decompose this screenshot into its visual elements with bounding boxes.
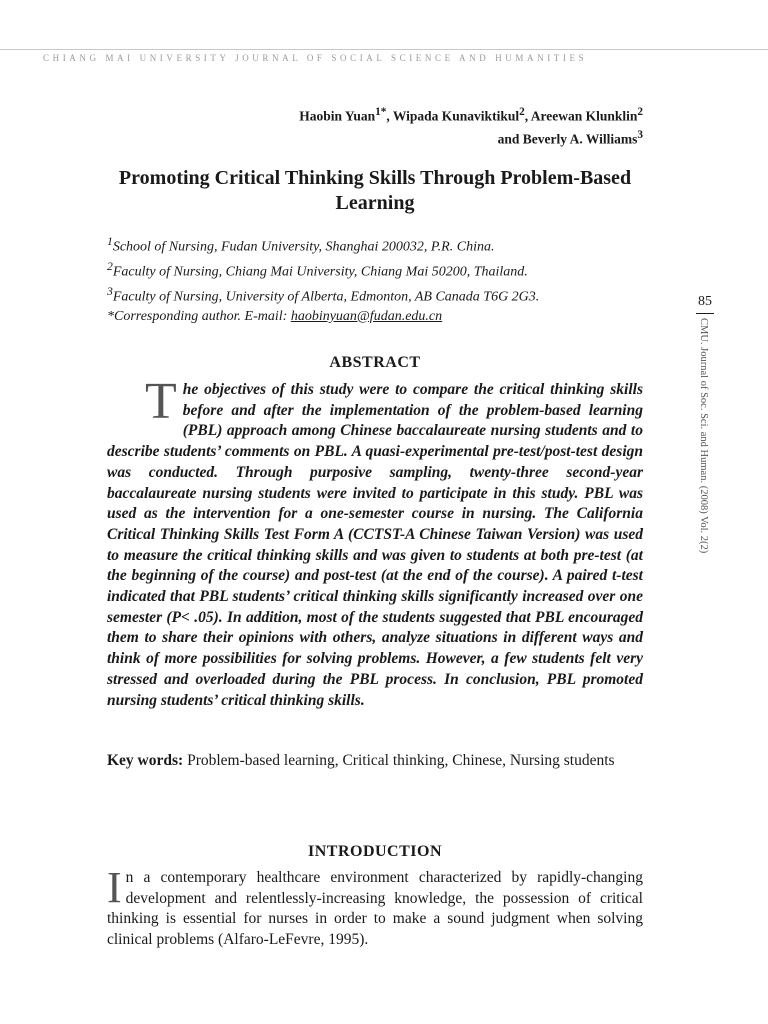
affiliation-3 [107,282,643,307]
introduction-heading: INTRODUCTION [307,843,442,860]
page-number: 85 [698,294,712,309]
author-sup: 1* [375,106,387,118]
header-rule [0,49,768,50]
email-link[interactable]: haobinyuan@fudan.edu.cn [290,308,443,324]
introduction-body [107,863,643,951]
abstract-text: he objectives of this study were to compare the critical thinking skills before and after the implementation of the problem-based learning (PBL) approach among Chinese baccalaureate nursing students and to describe students’ comments on PBL. A quasi-experimental pre-test/post-test design was conducted. Through purposive sampling, twenty-three second-year baccalaureate nursing students were invited to participate in this study. PBL was used as the intervention for a one-semester course in nursing. The California Critical Thinking Skills Test Form A (CCTST-A Chinese Taiwan Version) was used to measure the critical thinking skills and was given to students at both pre-test (at the beginning of the course) and post-test (at the end of the course). A paired t-test indicated that PBL students’ critical thinking skills significantly increased over one semester (P< .05). In addition, most of the students suggested that PBL encouraged them to share their opinions with others, analyze situations in different ways and think of more possibilities for solving problems. However, a few students felt very stressed and overloaded during the PBL process. In conclusion, PBL promoted nursing students’ critical thinking skills. [107,381,643,709]
paper-title: Promoting Critical Thinking Skills Through Problem-Based Learning [118,167,632,214]
corresponding-label: *Corresponding author. E-mail: [107,308,291,324]
affiliation-sup: 1 [107,235,113,248]
keywords-text: Problem-based learning, Critical thinking, Chinese, Nursing students [183,752,615,769]
corresponding-author [107,307,643,326]
introduction-dropcap: I [107,863,122,912]
author-sup: 2 [519,106,525,118]
author-line-1 [299,103,643,126]
author-sup: 2 [637,106,643,118]
affiliation-text: Faculty of Nursing, University of Alberta, Edmonton, AB Canada T6G 2G3. [112,289,540,305]
affiliations [107,232,643,326]
side-journal-citation: CMU. Journal of Soc. Sci. and Human. (2008) Vol. 2(2) [698,318,709,554]
author-name: Haobin Yuan [299,108,376,124]
abstract-dropcap: T [145,373,177,430]
affiliation-1 [107,232,643,257]
keywords [107,751,643,772]
running-head: CHIANG MAI UNIVERSITY JOURNAL OF SOCIAL SCIENCE AND HUMANITIES [43,53,588,63]
author-sup: 3 [637,128,643,141]
author-name: , Areewan Klunklin [524,108,638,124]
author-list [299,103,643,148]
affiliation-sup: 3 [107,284,113,298]
affiliation-text: School of Nursing, Fudan University, Shanghai 200032, P.R. China. [112,239,495,255]
affiliation-sup: 2 [107,259,113,273]
affiliation-text: Faculty of Nursing, Chiang Mai University, Chiang Mai 50200, Thailand. [112,264,528,280]
keywords-label: Key words: [107,752,184,769]
abstract-body [107,373,643,711]
author-name: and Beverly A. Williams [497,131,638,146]
affiliation-2 [107,257,643,282]
author-name: , Wipada Kunaviktikul [386,108,520,124]
abstract-heading: ABSTRACT [329,354,421,371]
author-line-2 [299,126,643,149]
introduction-text: n a contemporary healthcare environment characterized by rapidly-changing development and relentlessly-increasing knowledge, the possession of critical thinking is essential for nurses in order to make a sound judgment when solving clinical problems (Alfaro-LeFevre, 1995). [107,869,643,949]
page-number-rule [696,313,714,314]
